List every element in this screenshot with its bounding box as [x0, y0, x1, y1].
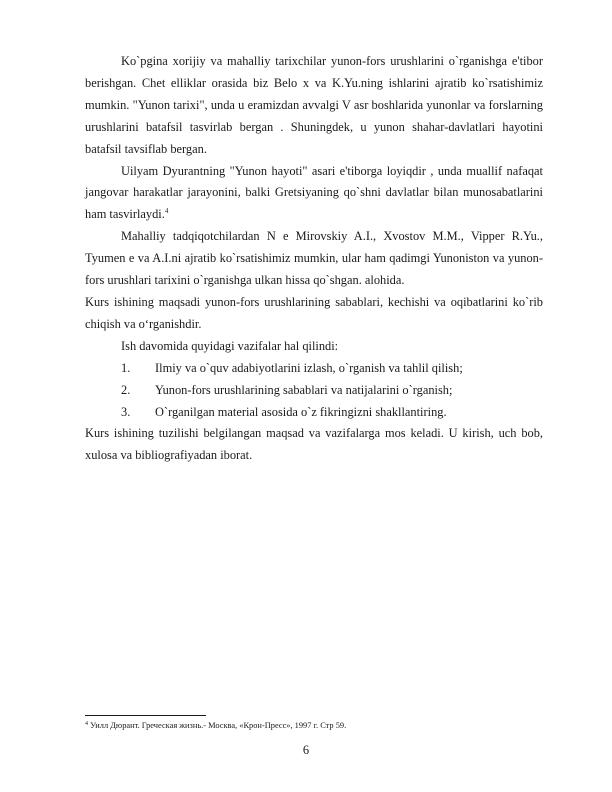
list-item	[85, 402, 543, 424]
list-item-text: Yunon-fors urushlarining sabablari va natijalarini o`rganish;	[155, 382, 453, 397]
list-item-text: Ilmiy va o`quv adabiyotlarini izlash, o`rganish va tahlil qilish;	[155, 360, 463, 375]
list-item-text: O`rganilgan material asosida o`z fikringizni shakllantiring.	[155, 404, 447, 419]
paragraph-historians: Ko`pgina xorijiy va mahalliy tarixchilar yunon-fors urushlarini o`rganishga e'tibor berishgan. Chet elliklar orasida biz Belo x va K.Yu.ning ishlarini ajratib ko`rsatishimiz mumkin. "Yunon tarixi", unda u eramizdan avvalgi V asr boshlarida yunonlar va forslarning urushlarini batafsil tasvirlab bergan . Shuningdek, u yunon shahar-davlatlari hayotini batafsil tavsiflab bergan.	[85, 54, 543, 156]
list-item-number: 1.	[121, 360, 131, 375]
paragraph-goal: Kurs ishining maqsadi yunon-fors urushlarining sabablari, kechishi va oqibatlarini ko`rib chiqish va o‘rganishdir.	[85, 294, 543, 331]
paragraph-durant-text: Uilyam Dyurantning "Yunon hayoti" asari e'tiborga loyiqdir , unda muallif nafaqat jangovar harakatlar jarayonini, balki Gretsiyaning qo`shni davlatlar bilan munosabatlarini ham tasvirlaydi.	[85, 163, 543, 222]
footnote-text: Уилл Дюрант. Греческая жизнь.- Москва, «Крон-Пресс», 1997 г. Стр 59.	[90, 721, 347, 730]
footnote-mark: 4	[85, 721, 88, 727]
footnote	[85, 720, 543, 731]
paragraph-local-researchers: Mahalliy tadqiqotchilardan N e Mirovskiy A.I., Xvostov M.M., Vipper R.Yu., Tyumen e va A.I.ni ajratib ko`rsatishimiz mumkin, ular ham qadimgi Yunoniston va yunon-fors urushlari tarixini o`rganishga ulkan hissa qo`shgan. alohida.	[85, 229, 543, 288]
paragraph-durant	[85, 161, 543, 227]
footnote-reference[interactable]: 4	[164, 207, 169, 216]
list-item-number: 2.	[121, 382, 131, 397]
list-item-number: 3.	[121, 404, 131, 419]
main-text	[85, 51, 543, 467]
paragraph-tasks-intro: Ish davomida quyidagi vazifalar hal qilindi:	[121, 338, 339, 353]
list-item	[85, 380, 543, 402]
footnote-separator	[85, 715, 206, 716]
tasks-list	[85, 358, 543, 424]
page-number: 6	[302, 743, 310, 757]
paragraph-structure: Kurs ishining tuzilishi belgilangan maqsad va vazifalarga mos keladi. U kirish, uch bob, xulosa va bibliografiyadan iborat.	[85, 426, 543, 463]
list-item	[85, 358, 543, 380]
